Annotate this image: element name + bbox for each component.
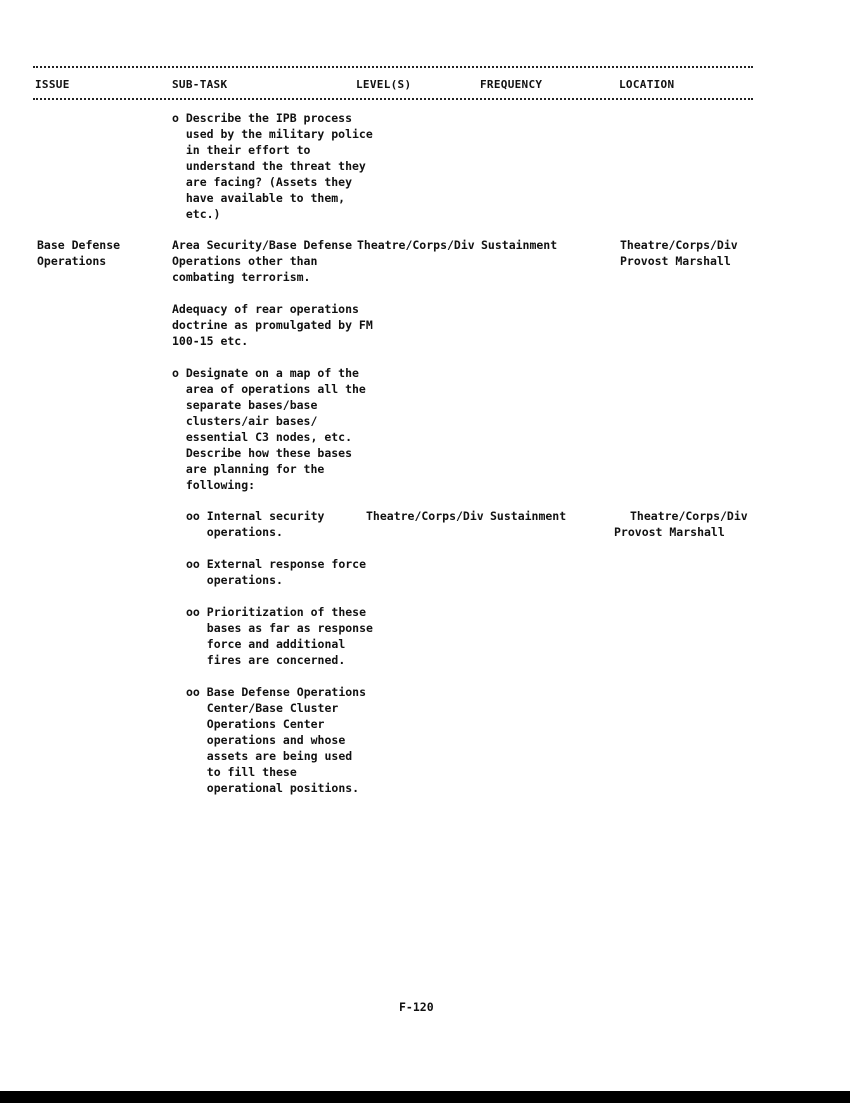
designate-block xyxy=(172,365,366,493)
text-line: oo Prioritization of these xyxy=(186,605,367,619)
text-line: Center/Base Cluster xyxy=(186,701,339,715)
text-line: oo Base Defense Operations xyxy=(186,685,367,699)
text-line: in their effort to xyxy=(172,143,311,157)
location-line: Theatre/Corps/Div xyxy=(630,509,748,523)
text-line: force and additional xyxy=(186,637,346,651)
text-line: etc.) xyxy=(172,207,221,221)
text-line: separate bases/base xyxy=(172,398,318,412)
location-line: Theatre/Corps/Div xyxy=(620,238,738,252)
external-response-block xyxy=(186,556,366,588)
text-line: doctrine as promulgated by FM xyxy=(172,318,373,332)
level-internal-security: Theatre/Corps/Div xyxy=(366,509,484,523)
header-top-rule xyxy=(33,66,753,68)
text-line: operations and whose xyxy=(186,733,346,747)
text-line: operational positions. xyxy=(186,781,360,795)
level-base-defense: Theatre/Corps/Div xyxy=(357,238,475,252)
issue-line: Base Defense xyxy=(37,238,121,252)
internal-security-block xyxy=(186,508,324,540)
text-line: assets are being used xyxy=(186,749,353,763)
text-line: Adequacy of rear operations xyxy=(172,302,359,316)
ipb-subtask-block xyxy=(172,110,373,222)
text-line: operations. xyxy=(186,525,283,539)
text-line: to fill these xyxy=(186,765,297,779)
text-line: o Describe the IPB process xyxy=(172,111,353,125)
page-number: F-120 xyxy=(399,1000,434,1014)
frequency-internal-security: Sustainment xyxy=(490,509,567,523)
location-line: Provost Marshall xyxy=(614,525,725,539)
text-line: o Designate on a map of the xyxy=(172,366,359,380)
text-line: oo External response force xyxy=(186,557,367,571)
text-line: have available to them, xyxy=(172,191,346,205)
text-line: are facing? (Assets they xyxy=(172,175,353,189)
column-header-issue: ISSUE xyxy=(35,78,70,91)
text-line: fires are concerned. xyxy=(186,653,346,667)
header-bottom-rule xyxy=(33,98,753,100)
text-line: bases as far as response xyxy=(186,621,373,635)
column-header-frequency: FREQUENCY xyxy=(480,78,543,91)
text-line: essential C3 nodes, etc. xyxy=(172,430,353,444)
bdoc-block xyxy=(186,684,366,796)
text-line: Operations Center xyxy=(186,717,325,731)
location-line: Provost Marshall xyxy=(620,254,731,268)
text-line: 100-15 etc. xyxy=(172,334,249,348)
scan-edge-bar xyxy=(0,1091,850,1103)
column-header-location: LOCATION xyxy=(619,78,675,91)
text-line: clusters/air bases/ xyxy=(172,414,318,428)
text-line: used by the military police xyxy=(172,127,373,141)
text-line: understand the threat they xyxy=(172,159,366,173)
text-line: area of operations all the xyxy=(172,382,366,396)
prioritization-block xyxy=(186,604,373,668)
subtask-area-security xyxy=(172,237,352,285)
text-line: Describe how these bases xyxy=(172,446,353,460)
text-line: Operations other than xyxy=(172,254,318,268)
adequacy-block xyxy=(172,301,373,349)
issue-line: Operations xyxy=(37,254,107,268)
text-line: oo Internal security xyxy=(186,509,325,523)
text-line: operations. xyxy=(186,573,283,587)
column-header-levels: LEVEL(S) xyxy=(356,78,412,91)
text-line: combating terrorism. xyxy=(172,270,311,284)
text-line: Area Security/Base Defense xyxy=(172,238,353,252)
frequency-base-defense: Sustainment xyxy=(481,238,558,252)
column-header-subtask: SUB-TASK xyxy=(172,78,228,91)
location-internal-security xyxy=(614,508,748,540)
text-line: are planning for the xyxy=(172,462,325,476)
location-base-defense xyxy=(620,237,738,269)
issue-base-defense xyxy=(37,237,120,269)
text-line: following: xyxy=(172,478,256,492)
